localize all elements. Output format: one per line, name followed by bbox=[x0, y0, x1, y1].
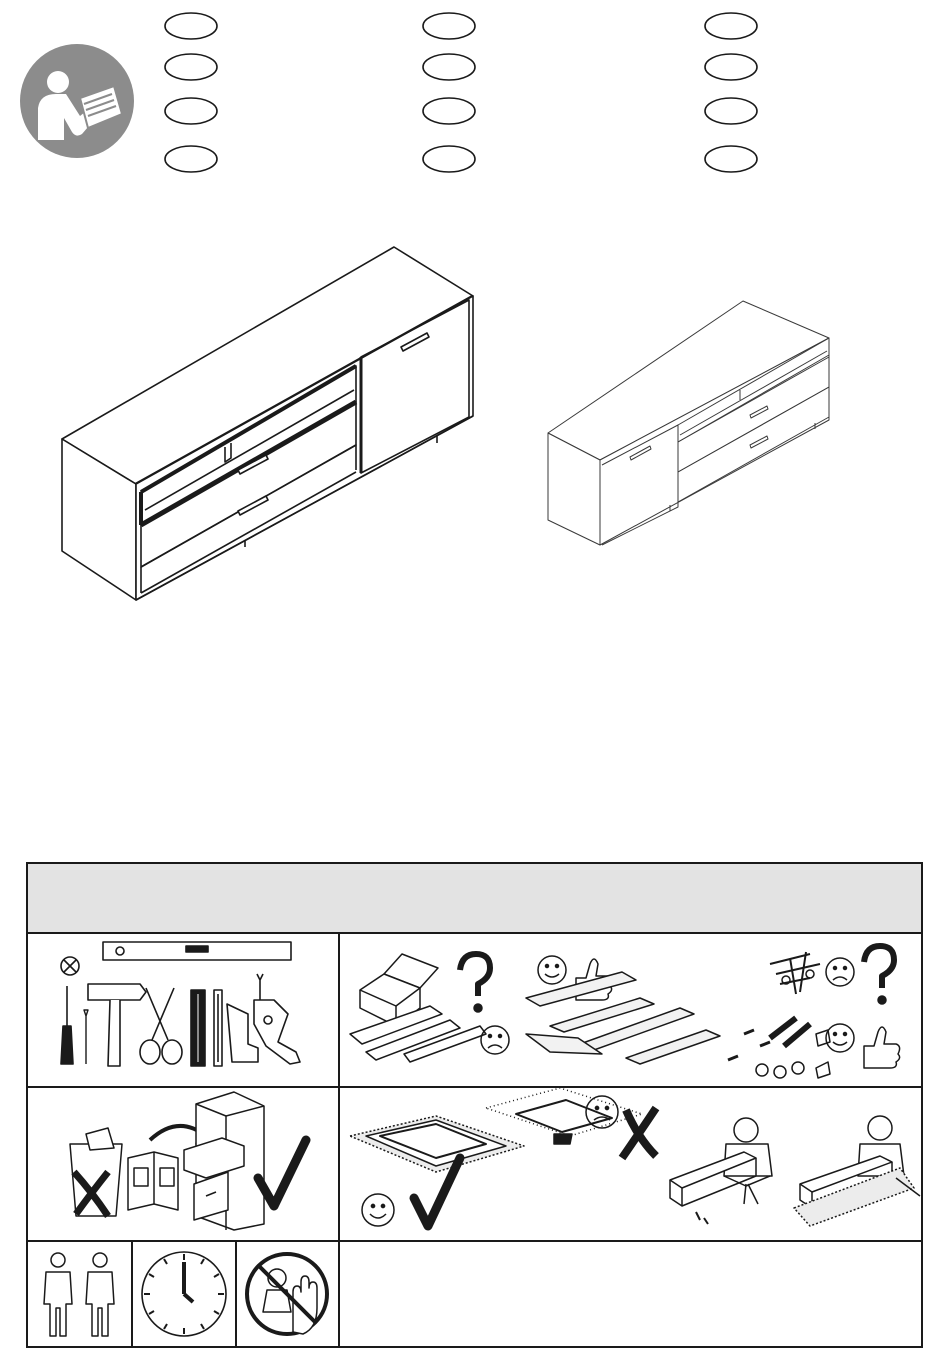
sort-parts-cell bbox=[340, 934, 921, 1086]
language-code bbox=[164, 97, 218, 125]
happy-face-icon bbox=[362, 1194, 394, 1226]
two-persons-icon bbox=[28, 1242, 131, 1346]
clock-icon bbox=[133, 1242, 235, 1346]
language-code bbox=[164, 12, 218, 40]
language-code bbox=[704, 53, 758, 81]
check-mark-icon bbox=[258, 1140, 306, 1206]
assembler-icon bbox=[670, 1116, 920, 1226]
thumbs-up-icon bbox=[864, 1027, 900, 1068]
two-persons-cell bbox=[28, 1242, 131, 1346]
hammer-icon bbox=[88, 984, 146, 1066]
language-code bbox=[422, 97, 476, 125]
scissors-icon bbox=[140, 988, 182, 1064]
panel-header bbox=[28, 864, 921, 934]
language-code bbox=[422, 53, 476, 81]
filing-cabinet-icon bbox=[184, 1092, 264, 1230]
happy-face-icon bbox=[826, 1024, 854, 1052]
cross-mark-icon bbox=[622, 1108, 656, 1158]
parts-box-icon bbox=[350, 954, 486, 1062]
question-mark-icon bbox=[460, 954, 490, 1012]
sideboard-mirrored-view bbox=[540, 295, 840, 555]
folding-rule-icon bbox=[191, 990, 222, 1066]
hard-floor-icon bbox=[486, 1088, 642, 1144]
rug-icon bbox=[350, 1116, 524, 1172]
sad-face-icon bbox=[826, 958, 854, 986]
sideboard-front-view bbox=[55, 240, 485, 610]
drill-icon bbox=[227, 974, 300, 1064]
spirit-level-icon bbox=[103, 942, 291, 960]
sorted-boards-icon bbox=[526, 972, 720, 1064]
no-children-icon bbox=[237, 1242, 338, 1346]
sad-face-icon bbox=[481, 1026, 509, 1054]
screwdriver-icon bbox=[61, 986, 88, 1064]
no-children-cell bbox=[237, 1242, 338, 1346]
language-code bbox=[704, 12, 758, 40]
no-screwdriver-icon bbox=[61, 957, 79, 975]
question-mark-icon bbox=[864, 946, 894, 1004]
clock-cell bbox=[133, 1242, 235, 1346]
happy-face-icon bbox=[538, 956, 566, 984]
language-code bbox=[422, 145, 476, 173]
read-instructions-icon bbox=[18, 42, 136, 160]
keep-instructions-cell bbox=[28, 1088, 338, 1240]
assembly-tips-panel bbox=[26, 862, 923, 1348]
language-code bbox=[704, 145, 758, 173]
language-code bbox=[422, 12, 476, 40]
language-code bbox=[164, 145, 218, 173]
instruction-booklet-icon bbox=[128, 1152, 178, 1210]
language-code bbox=[164, 53, 218, 81]
fittings-pile-icon bbox=[728, 952, 830, 1078]
tools-cell bbox=[28, 934, 338, 1086]
soft-surface-cell bbox=[340, 1088, 921, 1240]
language-code bbox=[704, 97, 758, 125]
